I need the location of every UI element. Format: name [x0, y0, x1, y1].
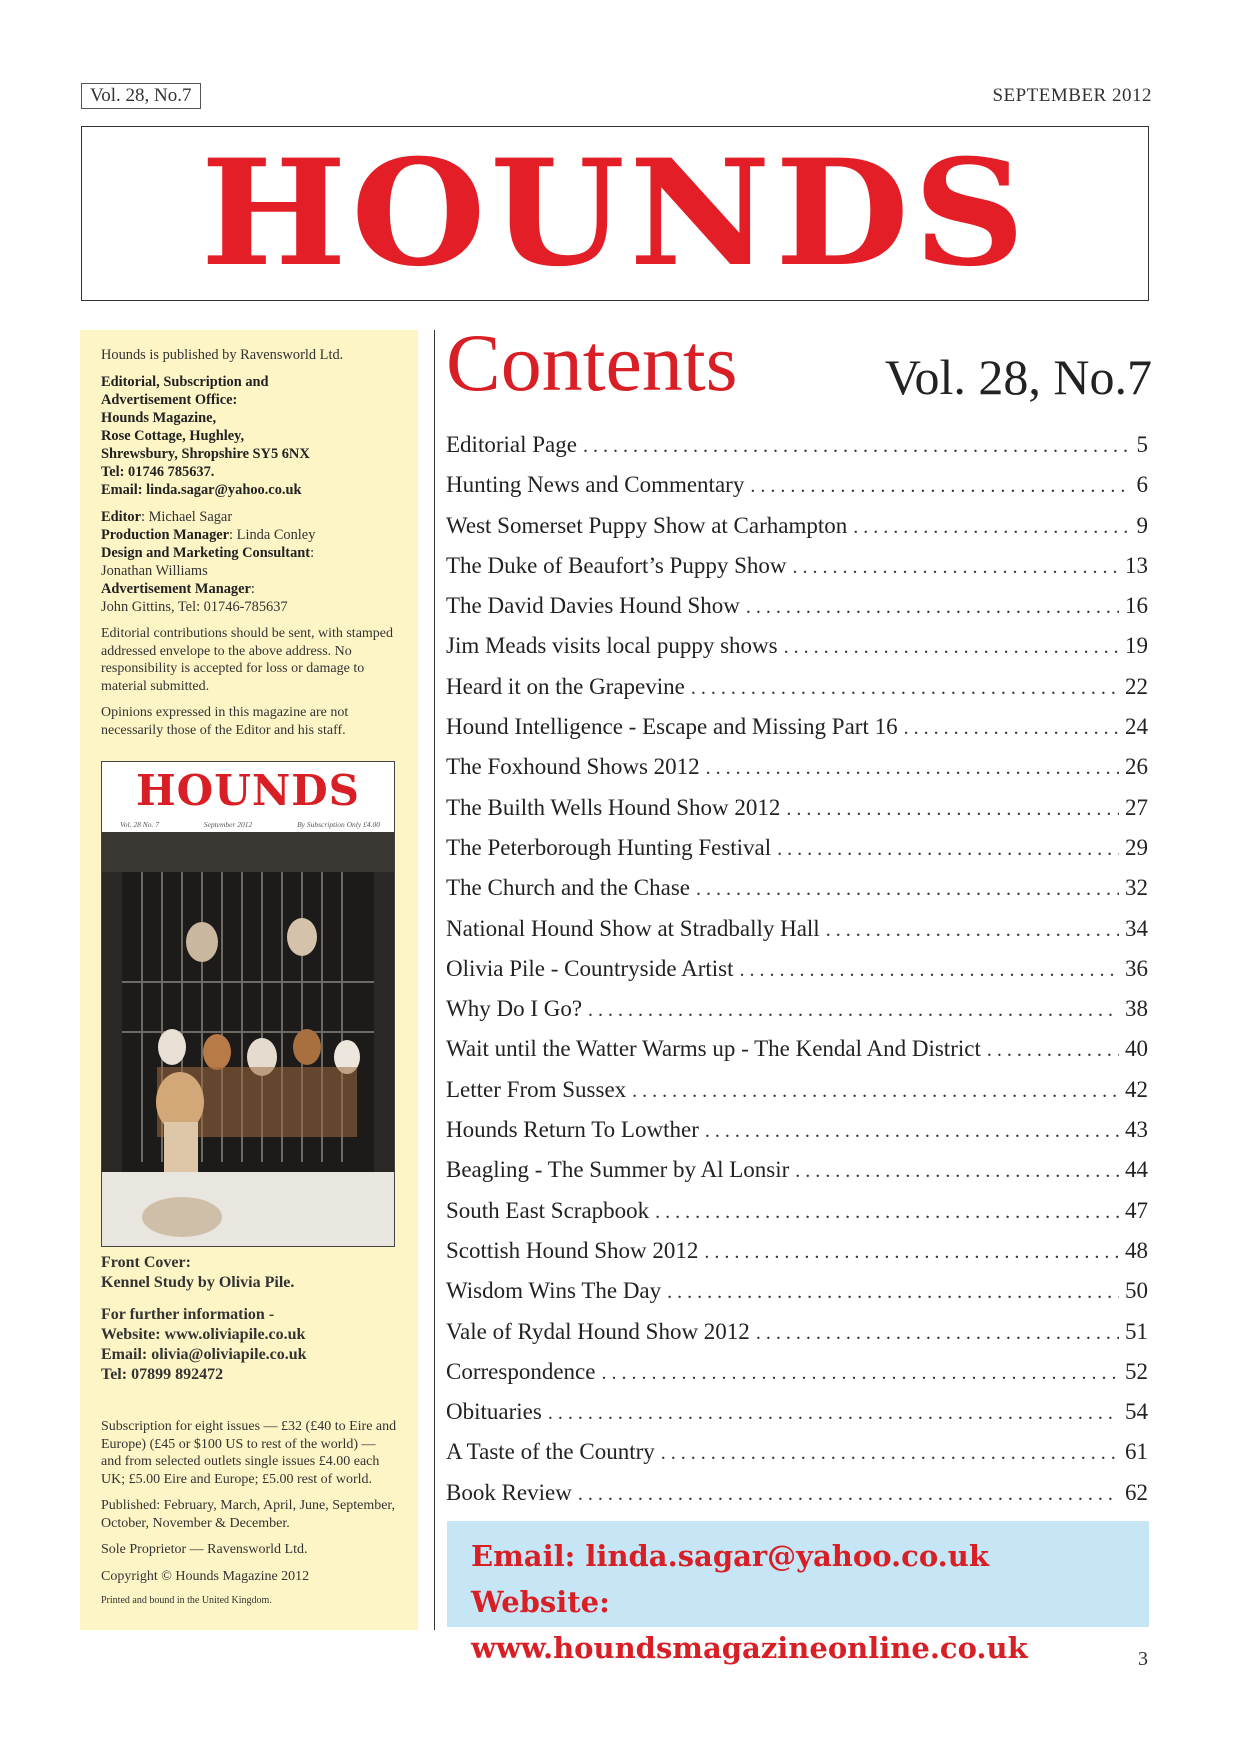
- toc-entry-page: 38: [1125, 996, 1148, 1022]
- staff-name: Michael Sagar: [148, 509, 233, 525]
- toc-entry-page: 52: [1125, 1358, 1148, 1384]
- toc-entry[interactable]: [446, 472, 1148, 512]
- toc-entry-title: Scottish Hound Show 2012: [446, 1237, 699, 1263]
- office-line: Advertisement Office:: [101, 392, 238, 408]
- toc-dot-leader: [740, 959, 1120, 982]
- toc-entry-page: 9: [1136, 512, 1148, 538]
- toc-entry-page: 19: [1125, 633, 1148, 659]
- toc-dot-leader: [750, 475, 1130, 498]
- toc-entry[interactable]: [446, 593, 1148, 633]
- toc-entry[interactable]: [446, 1359, 1148, 1399]
- toc-dot-leader: [691, 677, 1119, 700]
- toc-entry-title: The Builth Wells Hound Show 2012: [446, 794, 781, 820]
- toc-entry[interactable]: [446, 432, 1148, 472]
- toc-entry[interactable]: [446, 714, 1148, 754]
- toc-entry-title: The Church and the Chase: [446, 875, 690, 901]
- subscription-block: [101, 1418, 399, 1616]
- toc-entry-page: 47: [1125, 1197, 1148, 1223]
- toc-dot-leader: [853, 516, 1130, 539]
- toc-entry-title: Beagling - The Summer by Al Lonsir: [446, 1157, 790, 1183]
- contents-volume: Vol. 28, No.7: [884, 349, 1152, 405]
- toc-entry[interactable]: [446, 1439, 1148, 1479]
- cover-thumbnail: [101, 761, 395, 1247]
- toc-entry[interactable]: [446, 513, 1148, 553]
- cover-artwork: [102, 832, 394, 1247]
- artist-info-line: Email: olivia@oliviapile.co.uk: [101, 1346, 307, 1363]
- toc-entry-page: 54: [1125, 1399, 1148, 1425]
- toc-entry-title: Heard it on the Grapevine: [446, 673, 685, 699]
- toc-entry[interactable]: [446, 835, 1148, 875]
- toc-entry-title: Editorial Page: [446, 432, 577, 457]
- toc-entry-page: 50: [1125, 1278, 1148, 1304]
- toc-dot-leader: [578, 1483, 1119, 1506]
- toc-entry-title: Letter From Sussex: [446, 1076, 627, 1102]
- toc-entry-page: 6: [1136, 472, 1148, 498]
- staff-name: Jonathan Williams: [101, 563, 208, 579]
- toc-entry[interactable]: [446, 1278, 1148, 1318]
- toc-entry[interactable]: [446, 875, 1148, 915]
- contact-website[interactable]: Website: www.houndsmagazineonline.co.uk: [471, 1585, 1028, 1665]
- toc-entry-page: 22: [1125, 673, 1148, 699]
- toc-entry-title: Jim Meads visits local puppy shows: [446, 633, 778, 659]
- toc-entry-title: National Hound Show at Stradbally Hall: [446, 915, 820, 941]
- toc-entry-title: South East Scrapbook: [446, 1197, 650, 1223]
- toc-entry[interactable]: [446, 916, 1148, 956]
- contact-email[interactable]: Email: linda.sagar@yahoo.co.uk: [471, 1539, 989, 1573]
- caption-line: Kennel Study by Olivia Pile.: [101, 1274, 295, 1291]
- toc-entry[interactable]: [446, 996, 1148, 1036]
- toc-entry-page: 13: [1125, 552, 1148, 578]
- artist-info-line: Website: www.oliviapile.co.uk: [101, 1326, 306, 1343]
- toc-entry-title: Obituaries: [446, 1399, 542, 1425]
- office-line: Tel: 01746 785637.: [101, 464, 215, 480]
- toc-entry[interactable]: [446, 956, 1148, 996]
- toc-entry-title: Hounds Return To Lowther: [446, 1117, 699, 1143]
- cover-subline: [120, 820, 380, 830]
- toc-entry-title: Wait until the Watter Warms up - The Kendal And District: [446, 1036, 981, 1062]
- printed-note: Printed and bound in the United Kingdom.: [101, 1595, 272, 1606]
- toc-entry[interactable]: [446, 795, 1148, 835]
- cover-price: By Subscription Only £4.00: [297, 820, 380, 829]
- proprietor-note: Sole Proprietor — Ravensworld Ltd.: [101, 1542, 308, 1557]
- toc-dot-leader: [706, 757, 1119, 780]
- toc-entry-title: The Duke of Beaufort’s Puppy Show: [446, 552, 787, 578]
- toc-dot-leader: [661, 1442, 1119, 1465]
- toc-dot-leader: [987, 1039, 1119, 1062]
- staff-role: Production Manager: [101, 527, 230, 543]
- toc-dot-leader: [548, 1402, 1119, 1425]
- toc-entry-title: West Somerset Puppy Show at Carhampton: [446, 512, 848, 538]
- published-note: Published: February, March, April, June, September, October, November & December.: [101, 1498, 396, 1531]
- toc-entry[interactable]: [446, 633, 1148, 673]
- toc-entry-title: Wisdom Wins The Day: [446, 1278, 662, 1304]
- masthead-title: HOUNDS: [200, 127, 1030, 299]
- toc-entry-page: 34: [1125, 915, 1148, 941]
- toc-entry-page: 5: [1136, 432, 1148, 457]
- toc-dot-leader: [826, 919, 1119, 942]
- toc-entry[interactable]: [446, 1198, 1148, 1238]
- staff-role: Editor: [101, 509, 141, 525]
- toc-entry-page: 26: [1125, 754, 1148, 780]
- toc-dot-leader: [786, 798, 1119, 821]
- staff-list: Editor: Michael Sagar Production Manager: Linda Conley Design and Marketing Consultant: Jonathan Williams Advertisement Manager: John Gittins, Tel: 01746-785637: [101, 509, 316, 615]
- toc-dot-leader: [601, 1362, 1119, 1385]
- toc-entry-page: 42: [1125, 1076, 1148, 1102]
- staff-name: Linda Conley: [236, 527, 316, 543]
- toc-entry-page: 43: [1125, 1117, 1148, 1143]
- toc-entry-title: Hound Intelligence - Escape and Missing Part 16: [446, 714, 898, 740]
- artist-info-line: For further information -: [101, 1306, 275, 1323]
- toc-dot-leader: [746, 596, 1119, 619]
- cover-title: HOUNDS: [135, 766, 361, 815]
- toc-entry-page: 48: [1125, 1237, 1148, 1263]
- toc-entry-title: Correspondence: [446, 1358, 596, 1384]
- toc-entry-page: 29: [1125, 834, 1148, 860]
- volume-label: Vol. 28, No.7: [81, 83, 201, 109]
- publisher-note: Hounds is published by Ravensworld Ltd.: [101, 347, 344, 363]
- toc-dot-leader: [655, 1201, 1119, 1224]
- subscription-note: Subscription for eight issues — £32 (£40 to Eire and Europe) (£45 or $100 US to rest of the world) — and from selected outlets single issues £4.00 each UK; £5.00 Eire and Europe; £5.00 rest of world.: [101, 1419, 397, 1487]
- toc-entry-page: 62: [1125, 1479, 1148, 1505]
- toc-entry-page: 61: [1125, 1439, 1148, 1465]
- issue-date: SEPTEMBER 2012: [992, 85, 1152, 106]
- toc-dot-leader: [667, 1281, 1119, 1304]
- toc-entry-title: The David Davies Hound Show: [446, 593, 740, 619]
- toc-entry[interactable]: [446, 1319, 1148, 1359]
- contact-box: [447, 1521, 1149, 1665]
- toc-entry[interactable]: [446, 1157, 1148, 1197]
- staff-name: John Gittins, Tel: 01746-785637: [101, 599, 288, 615]
- toc-entry[interactable]: [446, 1036, 1148, 1076]
- toc-entry[interactable]: [446, 1399, 1148, 1439]
- office-line: Editorial, Subscription and: [101, 374, 269, 390]
- page-number: 3: [1138, 1648, 1148, 1670]
- toc-dot-leader: [632, 1080, 1119, 1103]
- staff-role: Design and Marketing Consultant: [101, 545, 311, 561]
- artist-info-line: Tel: 07899 892472: [101, 1366, 224, 1383]
- artist-info: [101, 1305, 397, 1385]
- toc-dot-leader: [704, 1241, 1119, 1264]
- office-address: [101, 373, 397, 499]
- toc-entry-page: 32: [1125, 875, 1148, 901]
- toc-entry-title: Vale of Rydal Hound Show 2012: [446, 1318, 750, 1344]
- toc-dot-leader: [784, 636, 1119, 659]
- toc-entry[interactable]: [446, 1077, 1148, 1117]
- toc-entry-page: 27: [1125, 794, 1148, 820]
- toc-entry[interactable]: [446, 674, 1148, 714]
- toc-dot-leader: [583, 435, 1131, 458]
- caption-line: Front Cover:: [101, 1254, 191, 1271]
- toc-dot-leader: [696, 878, 1119, 901]
- toc-entry-title: Why Do I Go?: [446, 996, 583, 1022]
- contributions-note: Editorial contributions should be sent, with stamped addressed envelope to the above address. No responsibility is accepted for loss or damage to material submitted.: [101, 626, 394, 694]
- toc-dot-leader: [777, 838, 1119, 861]
- toc-entry-page: 40: [1125, 1036, 1148, 1062]
- opinions-note: Opinions expressed in this magazine are not necessarily those of the Editor and his staff.: [101, 705, 349, 738]
- cover-caption: [101, 1253, 397, 1293]
- toc-entry[interactable]: [446, 1238, 1148, 1278]
- toc-dot-leader: [795, 1160, 1119, 1183]
- toc-dot-leader: [904, 717, 1119, 740]
- sidebar: [80, 330, 418, 1630]
- toc-dot-leader: [705, 1120, 1119, 1143]
- office-line: Rose Cottage, Hughley,: [101, 428, 245, 444]
- toc-entry[interactable]: [446, 754, 1148, 794]
- toc-entry-title: Hunting News and Commentary: [446, 472, 745, 498]
- column-divider: [434, 330, 435, 1630]
- toc-entry-title: Olivia Pile - Countryside Artist: [446, 955, 734, 981]
- toc-dot-leader: [756, 1322, 1119, 1345]
- toc-entry-title: The Peterborough Hunting Festival: [446, 834, 772, 860]
- toc-entry-page: 44: [1125, 1157, 1148, 1183]
- toc-dot-leader: [588, 999, 1119, 1022]
- toc-entry-title: The Foxhound Shows 2012: [446, 754, 700, 780]
- toc-entry[interactable]: [446, 1480, 1148, 1520]
- toc-entry-page: 24: [1125, 714, 1148, 740]
- toc-entry-page: 51: [1125, 1318, 1148, 1344]
- toc-dot-leader: [793, 556, 1120, 579]
- toc-entry[interactable]: [446, 553, 1148, 593]
- toc-entry-title: Book Review: [446, 1479, 572, 1505]
- copyright-note: Copyright © Hounds Magazine 2012: [101, 1568, 310, 1584]
- staff-role: Advertisement Manager: [101, 581, 251, 597]
- cover-volume: Vol. 28 No. 7: [120, 820, 159, 829]
- toc-entry-title: A Taste of the Country: [446, 1439, 655, 1465]
- toc-entry-page: 16: [1125, 593, 1148, 619]
- office-line: Email: linda.sagar@yahoo.co.uk: [101, 482, 302, 498]
- toc-entry[interactable]: [446, 1117, 1148, 1157]
- cover-date: September 2012: [203, 820, 253, 829]
- office-line: Shrewsbury, Shropshire SY5 6NX: [101, 446, 310, 462]
- office-line: Hounds Magazine,: [101, 410, 217, 426]
- contents-heading: Contents: [446, 317, 738, 408]
- table-of-contents: [446, 432, 1148, 1520]
- masthead: [81, 126, 1149, 301]
- toc-entry-page: 36: [1125, 955, 1148, 981]
